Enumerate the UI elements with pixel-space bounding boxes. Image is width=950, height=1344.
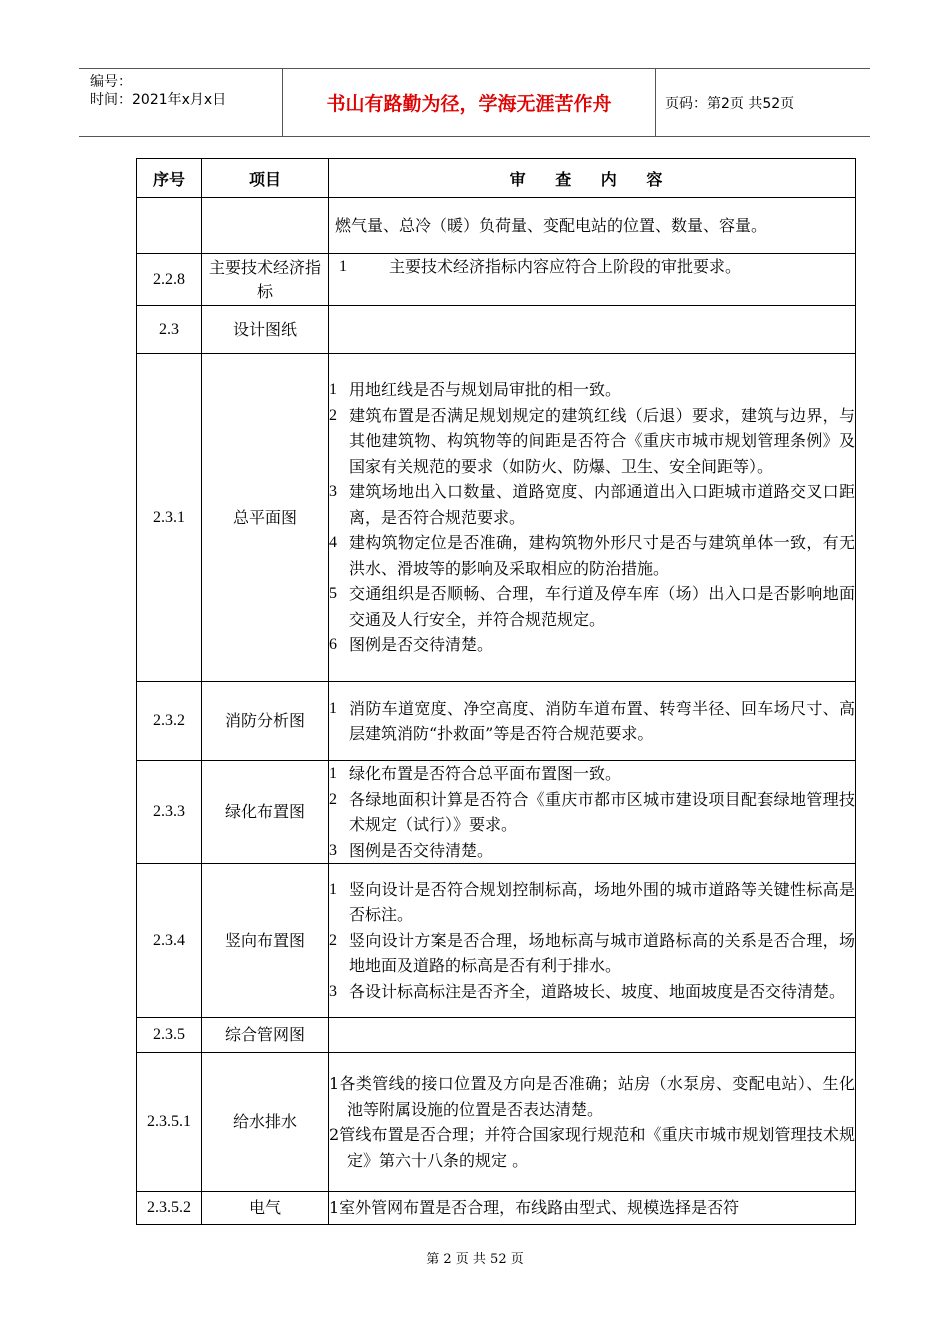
page-footer: 第 2 页 共 52 页 <box>426 1252 524 1267</box>
row-item: 总平面图 <box>202 354 329 682</box>
number-label: 编号： <box>90 74 132 90</box>
row-content <box>329 1053 856 1192</box>
list-item <box>329 928 855 979</box>
row-item: 绿化布置图 <box>202 761 329 864</box>
list-item <box>329 254 855 280</box>
item-text: 各绿地面积计算是否符合《重庆市都市区城市建设项目配套绿地管理技术规定（试行）》要求。 <box>349 789 855 834</box>
item-text: 建筑场地出入口数量、道路宽度、内部通道出入口距城市道路交叉口距离，是否符合规范要求。 <box>349 482 855 527</box>
table-row <box>137 682 856 761</box>
row-content <box>329 761 856 864</box>
item-number: 1 <box>339 258 347 275</box>
row-number: 2.3.4 <box>137 864 202 1018</box>
time-label: 时间：2021年x月x日 <box>90 92 227 108</box>
item-number: 3 <box>329 483 337 501</box>
list-item <box>329 479 855 530</box>
table-row <box>137 1053 856 1192</box>
review-table <box>136 158 856 1225</box>
list-item <box>329 761 855 787</box>
table-row <box>137 1018 856 1053</box>
row-item: 消防分析图 <box>202 682 329 761</box>
row-number: 2.2.8 <box>137 254 202 306</box>
row-content <box>329 682 856 761</box>
table-row <box>137 198 856 254</box>
table-row <box>137 254 856 306</box>
item-number: 2 <box>329 931 337 949</box>
list-item <box>329 632 855 658</box>
item-text: 绿化布置是否符合总平面布置图一致。 <box>349 764 622 783</box>
col-header-item: 项目 <box>202 159 329 198</box>
row-content <box>329 1192 856 1225</box>
table-row <box>137 306 856 354</box>
row-content <box>329 864 856 1018</box>
col-header-content: 审 查 内 容 <box>329 159 856 198</box>
item-number: 2 <box>329 790 337 808</box>
table-row <box>137 1192 856 1225</box>
row-content <box>329 354 856 682</box>
item-number: 3 <box>329 982 337 1000</box>
content-text: 燃气量、总冷（暖）负荷量、变配电站的位置、数量、容量。 <box>335 215 768 235</box>
list-item <box>329 979 855 1005</box>
list-item <box>329 838 855 864</box>
list-item <box>329 581 855 632</box>
item-text: 各设计标高标注是否齐全，道路坡长、坡度、地面坡度是否交待清楚。 <box>349 981 846 1001</box>
item-number: 1 <box>329 765 337 782</box>
row-item: 竖向布置图 <box>202 864 329 1018</box>
row-item: 综合管网图 <box>202 1018 329 1053</box>
item-text: 用地红线是否与规划局审批的相一致。 <box>349 380 622 400</box>
row-number: 2.3.5 <box>137 1018 202 1053</box>
item-number: 2 <box>329 406 337 424</box>
item-number: 5 <box>329 585 337 603</box>
row-number: 2.3.1 <box>137 354 202 682</box>
list-item <box>329 530 855 581</box>
row-number: 2.3.3 <box>137 761 202 864</box>
row-content <box>329 198 856 254</box>
list-item: 1室外管网布置是否合理，布线路由型式、规模选择是否符 <box>329 1198 740 1218</box>
row-number <box>137 198 202 254</box>
item-number: 3 <box>329 841 337 859</box>
list-item: 1各类管线的接口位置及方向是否准确；站房（水泵房、变配电站）、生化池等附属设施的位置是否表达清楚。 <box>329 1074 855 1119</box>
item-text: 主要技术经济指标内容应符合上阶段的审批要求。 <box>389 257 742 276</box>
row-item: 设计图纸 <box>202 306 329 354</box>
list-item <box>329 403 855 480</box>
row-content <box>329 306 856 354</box>
list-item <box>329 787 855 838</box>
header-page-info: 页码：第2页 共52页 <box>665 95 795 112</box>
row-number: 2.3 <box>137 306 202 354</box>
table-row <box>137 354 856 682</box>
item-text: 交通组织是否顺畅、合理，车行道及停车库（场）出入口是否影响地面交通及人行安全，并符合规范规定。 <box>349 584 855 629</box>
header-motto: 书山有路勤为径，学海无涯苦作舟 <box>282 69 656 136</box>
col-header-number: 序号 <box>137 159 202 198</box>
item-text: 图例是否交待清楚。 <box>349 635 494 655</box>
table-header-row <box>137 159 856 198</box>
row-item: 电气 <box>202 1192 329 1225</box>
item-text: 图例是否交待清楚。 <box>349 840 494 860</box>
row-number: 2.3.5.1 <box>137 1053 202 1192</box>
table-row <box>137 761 856 864</box>
item-text: 竖向设计是否符合规划控制标高，场地外围的城市道路等关键性标高是否标注。 <box>349 879 855 925</box>
row-number: 2.3.2 <box>137 682 202 761</box>
row-item <box>202 198 329 254</box>
item-text: 竖向设计方案是否合理，场地标高与城市道路标高的关系是否合理，场地地面及道路的标高是否有利于排水。 <box>349 930 855 976</box>
item-number: 6 <box>329 636 337 654</box>
row-item: 主要技术经济指标 <box>202 254 329 306</box>
item-number: 1 <box>329 699 337 717</box>
list-item <box>329 696 855 747</box>
item-text: 消防车道宽度、净空高度、消防车道布置、转弯半径、回车场尺寸、高层建筑消防“扑救面”等是否符合规范要求。 <box>349 698 855 743</box>
row-number: 2.3.5.2 <box>137 1192 202 1225</box>
item-number: 1 <box>329 880 337 898</box>
row-item: 给水排水 <box>202 1053 329 1192</box>
list-item <box>329 377 855 403</box>
list-item: 2管线布置是否合理；并符合国家现行规范和《重庆市城市规划管理技术规定》第六十八条的规定 。 <box>329 1125 855 1170</box>
row-content <box>329 254 856 306</box>
item-number: 1 <box>329 381 337 399</box>
list-item <box>329 877 855 928</box>
row-content <box>329 1018 856 1053</box>
header-meta <box>79 69 282 136</box>
item-text: 建构筑物定位是否准确，建构筑物外形尺寸是否与建筑单体一致，有无洪水、滑坡等的影响及采取相应的防治措施。 <box>349 533 855 578</box>
table-row <box>137 864 856 1018</box>
item-number: 4 <box>329 534 337 552</box>
item-text: 建筑布置是否满足规划规定的建筑红线（后退）要求，建筑与边界，与其他建筑物、构筑物等的间距是否符合《重庆市城市规划管理条例》及国家有关规范的要求（如防火、防爆、卫生、安全间距等）。 <box>349 405 855 476</box>
page-header <box>79 68 870 137</box>
